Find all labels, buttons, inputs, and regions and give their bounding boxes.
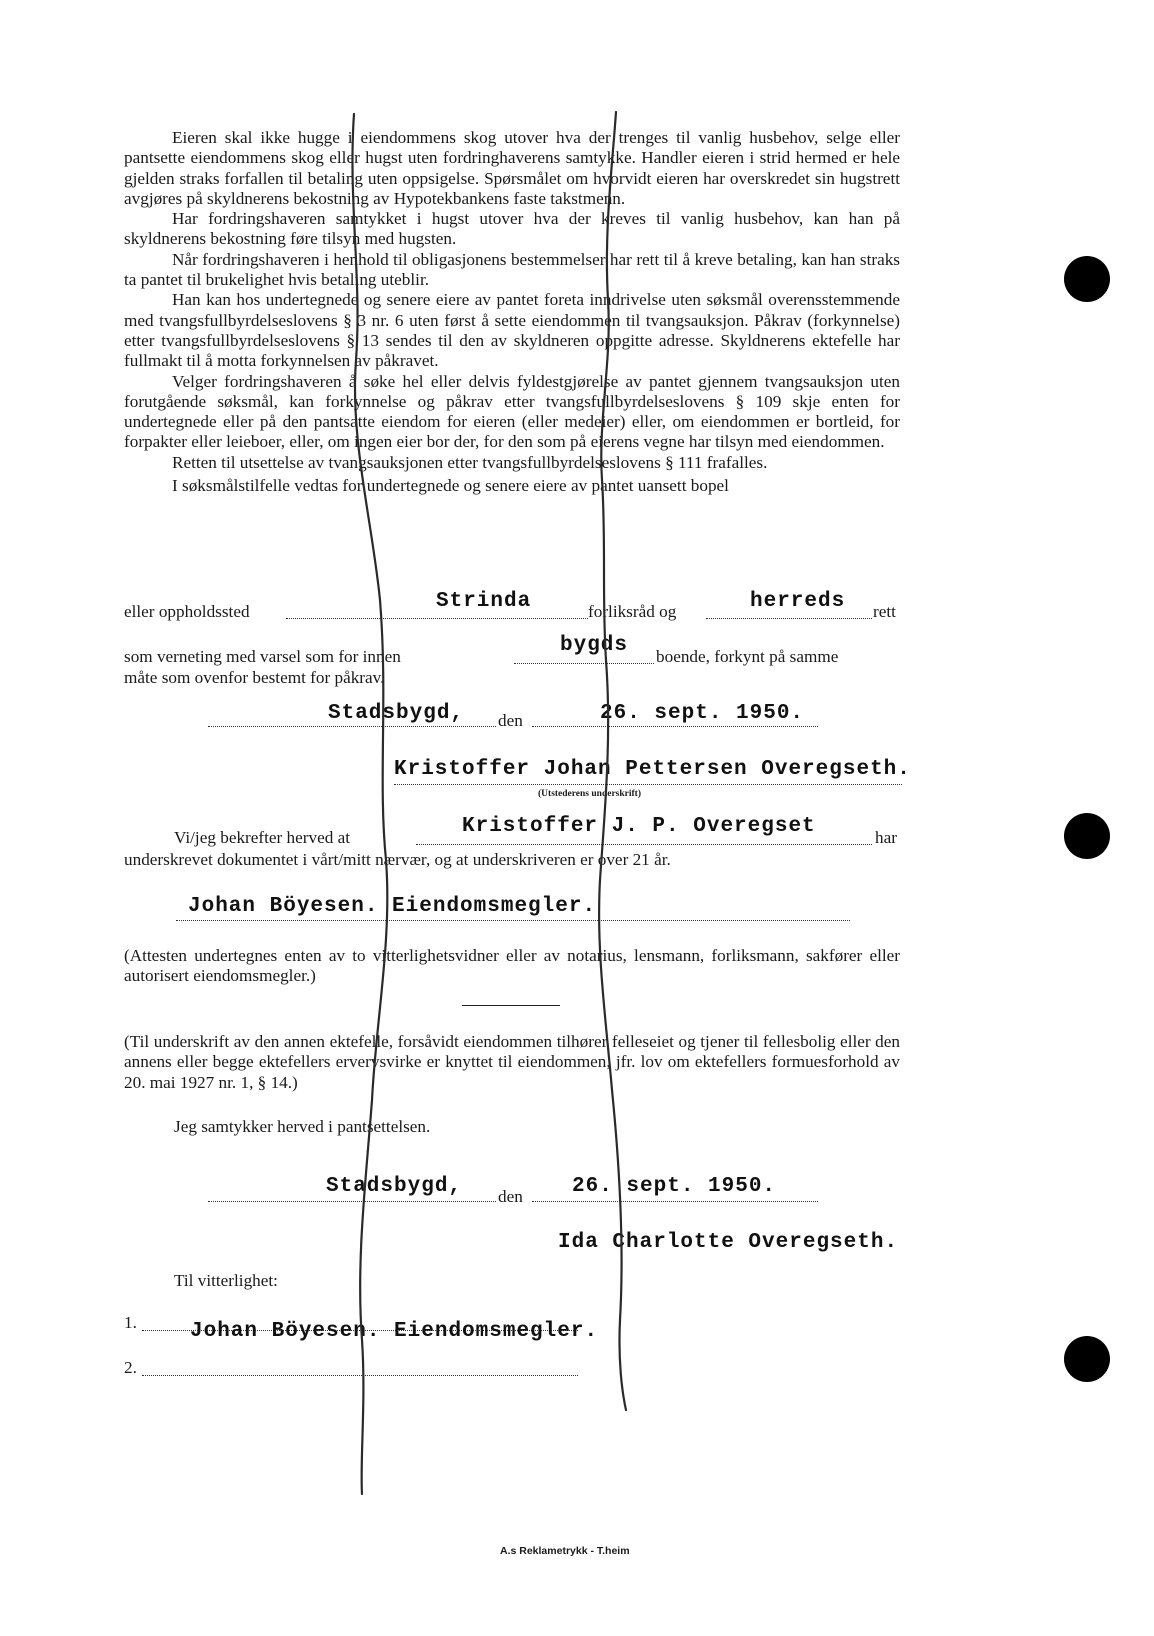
signing1-place: Stadsbygd, <box>328 702 465 725</box>
paragraph-auction: Velger fordringshaveren å søke hel eller delvis fyldestgjørelse av pantet gjennem tvangsauksjon uten forutgående søksmål, kan forkynnelse og påkrav etter tvangsfullbyrdelseslovens § 109 skje enten for undertegnede eller på den pantsatte eiendom for eieren (eller medeier) eller, om eiendommen er bortleid, for forpakter eller leieboer, eller, om ingen eier bor der, for den som på eierens vegne har tilsyn med eiendommen. <box>124 371 900 452</box>
venue-line3: måte som ovenfor bestemt for påkrav. <box>124 668 385 687</box>
venue-line2-suffix: boende, forkynt på samme <box>656 647 839 666</box>
signing1-date: 26. sept. 1950. <box>600 702 805 725</box>
signing1-den: den <box>498 711 523 730</box>
paragraph-postponement: Retten til utsettelse av tvangsauksjonen etter tvangsfullbyrdelseslovens § 111 frafalles. <box>172 452 768 472</box>
paragraph-logging-consent: Har fordringshaveren samtykket i hugst utover hva der kreves til vanlig husbehov, kan han på skyldnerens bekostning føre tilsyn med hugsten. <box>124 209 900 249</box>
spouse-note: (Til underskrift av den annen ektefelle, forsåvidt eiendommen tilhører felleseiet og tjener til fellesbolig eller den annens eller begge ektefellers ervervsvirke er knyttet til eiendommen, jfr. lov om ektefellers formuesforhold av 20. mai 1927 nr. 1, § 14.) <box>124 1032 900 1092</box>
strike-line-left <box>352 114 387 1494</box>
signing1-signature: Kristoffer Johan Pettersen Overegseth. <box>394 758 911 781</box>
witness-prefix: Vi/jeg bekrefter herved at <box>174 828 351 847</box>
venue-court: herreds <box>750 590 846 613</box>
signing2-signature: Ida Charlotte Overegseth. <box>558 1231 899 1254</box>
witness-signature: Johan Böyesen. Eiendomsmegler. <box>188 895 597 918</box>
printer-imprint: A.s Reklametrykk - T.heim <box>500 1545 630 1557</box>
witness-name: Kristoffer J. P. Overegset <box>462 815 816 838</box>
witness1-number: 1. <box>124 1313 137 1332</box>
signing2-date: 26. sept. 1950. <box>572 1175 777 1198</box>
witness1-signature: Johan Böyesen. Eiendomsmegler. <box>190 1320 599 1343</box>
venue-mid: forliksråd og <box>588 602 677 621</box>
signing2-den: den <box>498 1187 523 1206</box>
paragraph-payment: Når fordringshaveren i henhold til obligasjonens bestemmelser har rett til å kreve betaling, kan han straks ta pantet til brukelighet hvis betaling uteblir. <box>124 249 900 290</box>
venue-place: Strinda <box>436 590 532 613</box>
strike-line-right <box>599 112 626 1410</box>
witness-note: (Attesten undertegnes enten av to vitterlighetsvidner eller av notarius, lensmann, forliksmann, sakfører eller autorisert eiendomsmegler.) <box>124 946 900 986</box>
venue-line2-prefix: som verneting med varsel som for innen <box>124 647 401 666</box>
venue-scope: bygds <box>560 634 629 657</box>
paragraph-collection: Han kan hos undertegnede og senere eiere av pantet foreta inndrivelse uten søksmål overensstemmende med tvangsfullbyrdelseslovens § 3 nr. 6 uten først å sette eiendommen til tvangsauksjon. Påkrav (forkynnelse) etter tvangsfullbyrdelseslovens § 13 sendes til den av skyldneren oppgitte adresse. Skyldnerens ektefelle har fullmakt til å motta forkynnelsen av påkravet. <box>124 290 900 371</box>
witness-line2: underskrevet dokumentet i vårt/mitt nærvær, og at underskriveren er over 21 år. <box>124 850 671 869</box>
venue-suffix: rett <box>873 602 896 621</box>
witness-suffix: har <box>875 828 897 847</box>
signing1-caption: (Utstederens underskrift) <box>538 789 641 799</box>
venue-prefix: eller oppholdssted <box>124 602 250 621</box>
witnesses-label: Til vitterlighet: <box>174 1271 278 1290</box>
spouse-consent: Jeg samtykker herved i pantsettelsen. <box>174 1117 431 1136</box>
paragraph-venue-intro: I søksmålstilfelle vedtas for undertegnede og senere eiere av pantet uansett bopel <box>172 476 729 496</box>
witness2-number: 2. <box>124 1358 137 1377</box>
paragraph-forest: Eieren skal ikke hugge i eiendommens skog utover hva der trenges til vanlig husbehov, selge eller pantsette eiendommens skog eller hugst uten fordringhaverens samtykke. Handler eieren i strid hermed er hele gjelden straks forfallen til betaling uten oppsigelse. Spørsmålet om hvorvidt eieren har overskredet sin hugstrett avgjøres på skyldnerens bekostning av Hypotekbankens faste takstmenn. <box>124 128 900 208</box>
signing2-place: Stadsbygd, <box>326 1175 463 1198</box>
